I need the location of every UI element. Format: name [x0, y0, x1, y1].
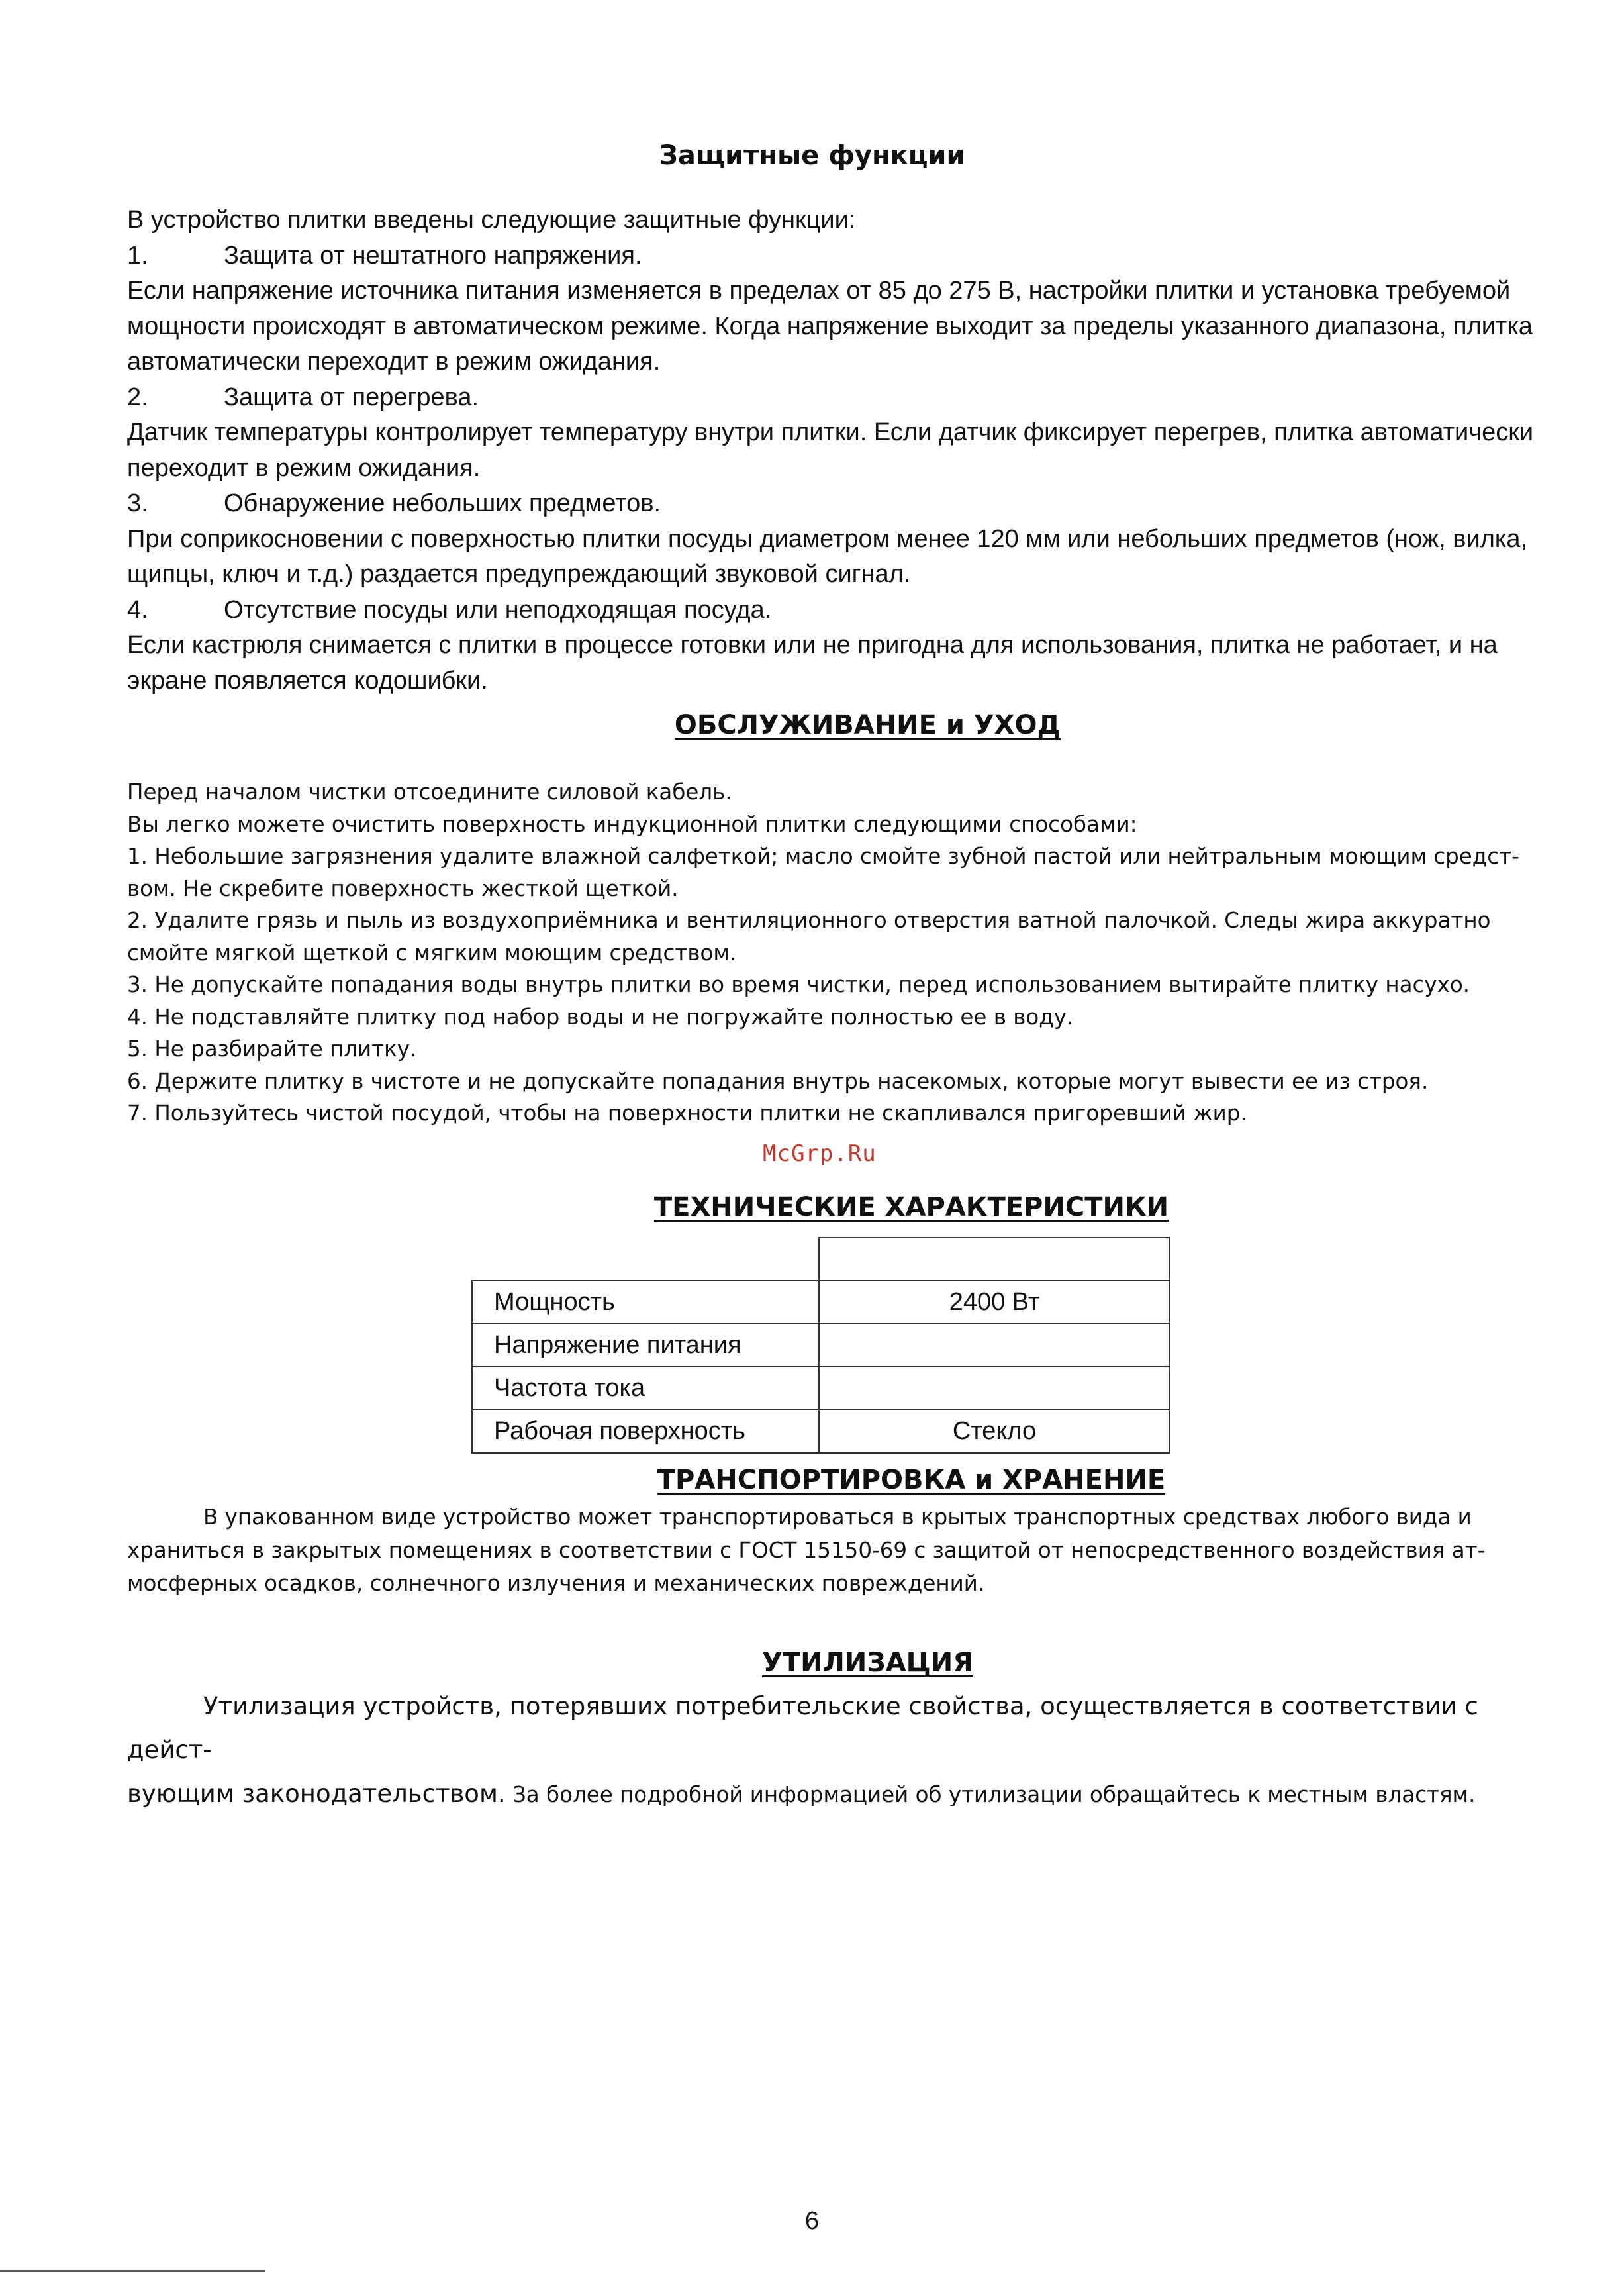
- specs-table: [471, 1237, 1170, 1454]
- care-line: 6. Держите плитку в чистоте и не допускайте попадания внутрь насекомых, которые могут вывести ее из строя.: [127, 1068, 1429, 1094]
- protective-item-1-heading: 1. Защита от нештатного напряжения.: [127, 241, 642, 270]
- transport-section: [127, 1501, 1537, 1600]
- care-title: ОБСЛУЖИВАНИЕ и УХОД: [674, 710, 1061, 740]
- footer-divider: [0, 2270, 265, 2272]
- care-line: 7. Пользуйтесь чистой посудой, чтобы на поверхности плитки не скапливался пригоревший жир.: [127, 1101, 1247, 1126]
- care-line: 3. Не допускайте попадания воды внутрь плитки во время чистки, перед использованием вытирайте плитку насухо.: [127, 972, 1470, 997]
- spec-label: Напряжение питания: [472, 1324, 819, 1367]
- protective-item-4-line: экране появляется кодошибки.: [127, 666, 488, 695]
- care-line: Перед началом чистки отсоедините силовой кабель.: [127, 779, 732, 805]
- spec-value: [819, 1324, 1170, 1367]
- spec-label: Частота тока: [472, 1367, 819, 1410]
- table-row: [472, 1410, 1170, 1453]
- protective-item-4-heading: 4. Отсутствие посуды или неподходящая посуда.: [127, 595, 772, 624]
- care-line: 2. Удалите грязь и пыль из воздухоприёмника и вентиляционного отверстия ватной палочкой. Следы жира аккуратно: [127, 908, 1491, 933]
- spec-label: Мощность: [472, 1281, 819, 1324]
- protective-item-2-line: переходит в режим ожидания.: [127, 454, 481, 482]
- specs-title: ТЕХНИЧЕСКИЕ ХАРАКТЕРИСТИКИ: [653, 1192, 1169, 1222]
- care-section: [127, 776, 1537, 1130]
- specs-header-row: [472, 1238, 1170, 1281]
- protective-item-3-heading: 3. Обнаружение небольших предметов.: [127, 489, 661, 517]
- watermark: McGrp.Ru: [763, 1140, 877, 1167]
- spec-value: 2400 Вт: [819, 1281, 1170, 1324]
- disposal-title: УТИЛИЗАЦИЯ: [761, 1648, 974, 1678]
- disposal-section: [127, 1685, 1537, 1816]
- care-line: Вы легко можете очистить поверхность индукционной плитки следующими способами:: [127, 811, 1137, 837]
- disposal-line: Утилизация устройств, потерявших потребительские свойства, осуществляется в соответствии с дейст-: [127, 1692, 1478, 1764]
- protective-item-2-heading: 2. Защита от перегрева.: [127, 383, 479, 411]
- transport-line: храниться в закрытых помещениях в соответствии с ГОСТ 15150-69 с защитой от непосредственного воздействия ат-: [127, 1538, 1486, 1563]
- table-row: [472, 1281, 1170, 1324]
- protective-item-2-line: Датчик температуры контролирует температуру внутри плитки. Если датчик фиксирует перегрев, плитка автоматически: [127, 419, 1534, 446]
- care-line: вом. Не скребите поверхность жесткой щеткой.: [127, 875, 679, 901]
- page-number: 6: [804, 2207, 820, 2235]
- specs-header-cell: [819, 1238, 1170, 1281]
- protective-item-4-line: Если кастрюля снимается с плитки в процессе готовки или не пригодна для использования, плитка не работает, и на: [127, 631, 1498, 659]
- care-line: 5. Не разбирайте плитку.: [127, 1036, 417, 1062]
- protective-item-3-line: щипцы, ключ и т.д.) раздается предупреждающий звуковой сигнал.: [127, 560, 911, 588]
- care-line: 1. Небольшие загрязнения удалите влажной салфеткой; масло смойте зубной пастой или нейтральным моющим средст-: [127, 844, 1519, 869]
- spec-value: Стекло: [819, 1410, 1170, 1453]
- protective-intro: В устройство плитки введены следующие защитные функции:: [127, 206, 856, 234]
- protective-section: [127, 203, 1537, 699]
- spec-value: [819, 1367, 1170, 1410]
- care-line: 4. Не подставляйте плитку под набор воды и не погружайте полностью ее в воду.: [127, 1004, 1074, 1030]
- spec-label: Рабочая поверхность: [472, 1410, 819, 1453]
- protective-item-1-line: мощности происходят в автоматическом режиме. Когда напряжение выходит за пределы указанного диапазона, плитка: [127, 312, 1533, 340]
- disposal-line: вующим законодательством. За более подробной информацией об утилизации обращайтесь к местным властям.: [127, 1779, 1476, 1808]
- care-line: смойте мягкой щеткой с мягким моющим средством.: [127, 940, 737, 965]
- transport-line: В упакованном виде устройство может транспортироваться в крытых транспортных средствах любого вида и: [203, 1505, 1472, 1530]
- protective-title: Защитные функции: [659, 140, 965, 171]
- protective-item-1-line: автоматически переходит в режим ожидания.: [127, 348, 661, 375]
- table-row: [472, 1367, 1170, 1410]
- transport-line: мосферных осадков, солнечного излучения и механических повреждений.: [127, 1571, 985, 1596]
- transport-title: ТРАНСПОРТИРОВКА и ХРАНЕНИЕ: [657, 1465, 1166, 1495]
- protective-item-3-line: При соприкосновении с поверхностью плитки посуды диаметром менее 120 мм или небольших предметов (нож, вилка,: [127, 524, 1528, 553]
- table-row: [472, 1324, 1170, 1367]
- protective-item-1-line: Если напряжение источника питания изменяется в пределах от 85 до 275 В, настройки плитки и установка требуемой: [127, 277, 1511, 305]
